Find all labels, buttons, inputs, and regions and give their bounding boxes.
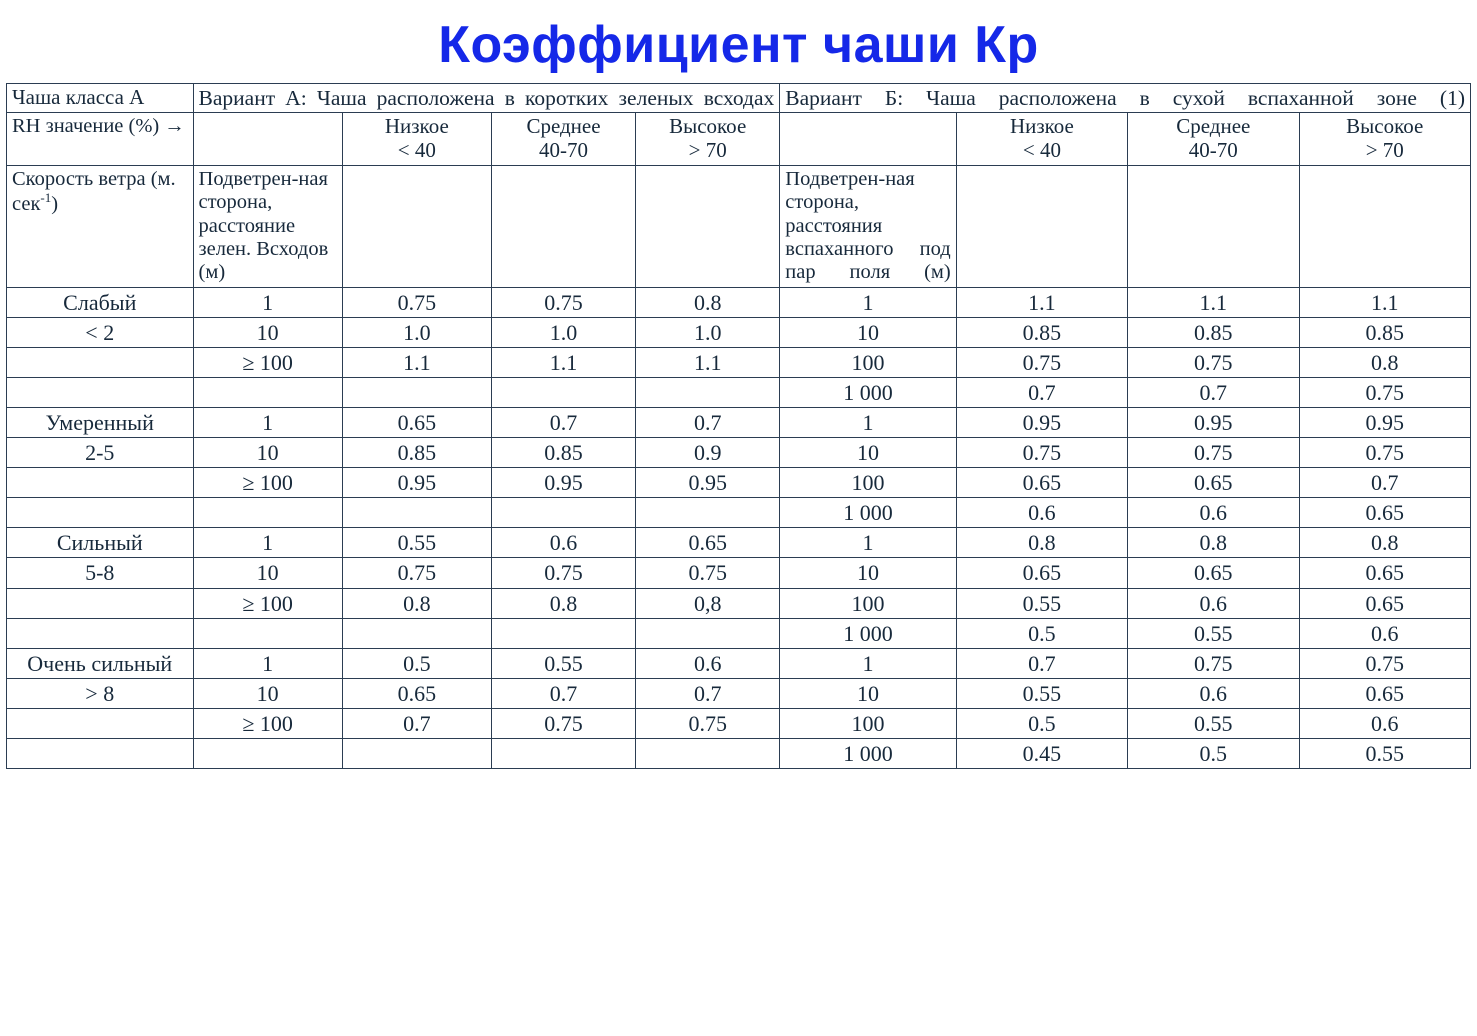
- wind-class-label-cell: [7, 738, 194, 768]
- rh-class-b-medium: Среднее 40-70: [1128, 113, 1299, 166]
- distance-b-value-cell: 10: [780, 558, 956, 588]
- kp-value-variant-b: 0.5: [1128, 738, 1299, 768]
- table-row: [7, 378, 1471, 408]
- distance-b-value-cell: 10: [780, 438, 956, 468]
- table-row: [7, 648, 1471, 678]
- kp-value-variant-b: 1.1: [1128, 287, 1299, 317]
- desc-blank-b2: [1128, 165, 1299, 287]
- rh-class-b-low: Низкое < 40: [956, 113, 1127, 166]
- kp-value-variant-a: 1.0: [342, 317, 491, 347]
- distance-b-value-cell: 10: [780, 317, 956, 347]
- variant-b-header-cell: Вариант Б: Чаша расположена в сухой вспаханной зоне (1): [780, 83, 1471, 113]
- kp-value-variant-b: 0.55: [1299, 738, 1471, 768]
- kp-value-variant-a: 0.7: [342, 708, 491, 738]
- kp-value-variant-b: 0.55: [956, 588, 1127, 618]
- distance-b-value-cell: 100: [780, 347, 956, 377]
- table-row: [7, 317, 1471, 347]
- kp-value-variant-a: 0.75: [491, 558, 635, 588]
- kp-value-variant-b: 1.1: [1299, 287, 1471, 317]
- wind-class-label-cell: [7, 347, 194, 377]
- kp-value-variant-a: [491, 618, 635, 648]
- wind-class-label-cell: [7, 708, 194, 738]
- kp-value-variant-a: [636, 618, 780, 648]
- table-row: [7, 588, 1471, 618]
- distance-a-value-cell: [193, 378, 342, 408]
- kp-value-variant-b: 0.75: [956, 347, 1127, 377]
- table-row: [7, 678, 1471, 708]
- corner-label-cell: Чаша класса А: [7, 83, 194, 113]
- kp-value-variant-a: [491, 738, 635, 768]
- kp-value-variant-b: 0.6: [1128, 498, 1299, 528]
- kp-value-variant-a: 0.7: [636, 408, 780, 438]
- distance-a-value-cell: [193, 738, 342, 768]
- rh-blank-b: [780, 113, 956, 166]
- kp-value-variant-b: 0.55: [1128, 618, 1299, 648]
- page-title: Коэффициент чаши Кр: [438, 16, 1039, 74]
- kp-value-variant-b: 0.8: [1299, 347, 1471, 377]
- wind-class-label-cell: [7, 618, 194, 648]
- rh-class-a-high: Высокое > 70: [636, 113, 780, 166]
- desc-blank-b3: [1299, 165, 1471, 287]
- kp-value-variant-a: 0.65: [636, 528, 780, 558]
- kp-value-variant-a: 0.9: [636, 438, 780, 468]
- table-container: [0, 83, 1477, 769]
- wind-class-label-cell: [7, 498, 194, 528]
- distance-a-value-cell: 10: [193, 317, 342, 347]
- kp-value-variant-b: 0.65: [1299, 588, 1471, 618]
- table-row: [7, 438, 1471, 468]
- distance-a-value-cell: 10: [193, 678, 342, 708]
- distance-a-value-cell: [193, 498, 342, 528]
- rh-class-b-high: Высокое > 70: [1299, 113, 1471, 166]
- kp-value-variant-a: 0.75: [342, 558, 491, 588]
- wind-class-label-cell: Умеренный: [7, 408, 194, 438]
- distance-b-value-cell: 100: [780, 468, 956, 498]
- table-header-row-rh: [7, 113, 1471, 166]
- distance-a-value-cell: ≥ 100: [193, 347, 342, 377]
- distance-b-value-cell: 1: [780, 408, 956, 438]
- wind-class-label-cell: 2-5: [7, 438, 194, 468]
- rh-value-label-cell: RH значение (%) →: [7, 113, 194, 166]
- kp-value-variant-b: 0.6: [1299, 618, 1471, 648]
- kp-value-variant-b: 0.65: [1299, 678, 1471, 708]
- pan-coefficient-table: [6, 83, 1471, 769]
- kp-value-variant-a: 0.75: [636, 708, 780, 738]
- kp-value-variant-b: 0.6: [1128, 588, 1299, 618]
- table-row: [7, 618, 1471, 648]
- table-body: [7, 287, 1471, 768]
- kp-value-variant-a: 0.95: [636, 468, 780, 498]
- kp-value-variant-a: [636, 378, 780, 408]
- kp-value-variant-a: 0.7: [491, 408, 635, 438]
- kp-value-variant-a: [491, 498, 635, 528]
- kp-value-variant-a: [342, 378, 491, 408]
- distance-b-value-cell: 1 000: [780, 498, 956, 528]
- kp-value-variant-b: 0.65: [956, 558, 1127, 588]
- kp-value-variant-b: 0.5: [956, 618, 1127, 648]
- kp-value-variant-b: 0.75: [1128, 438, 1299, 468]
- kp-value-variant-b: 0.5: [956, 708, 1127, 738]
- kp-value-variant-b: 0.75: [1128, 347, 1299, 377]
- kp-value-variant-a: [491, 378, 635, 408]
- kp-value-variant-a: 1.0: [636, 317, 780, 347]
- rh-class-a-medium: Среднее 40-70: [491, 113, 635, 166]
- distance-a-value-cell: 1: [193, 287, 342, 317]
- kp-value-variant-a: [636, 738, 780, 768]
- desc-blank-a2: [491, 165, 635, 287]
- kp-value-variant-b: 0.7: [1299, 468, 1471, 498]
- kp-value-variant-b: 0.75: [1299, 648, 1471, 678]
- kp-value-variant-a: 0.75: [636, 558, 780, 588]
- desc-blank-b1: [956, 165, 1127, 287]
- kp-value-variant-b: 0.75: [1128, 648, 1299, 678]
- kp-value-variant-b: 0.8: [1299, 528, 1471, 558]
- kp-value-variant-b: 0.85: [956, 317, 1127, 347]
- kp-value-variant-b: 0.55: [1128, 708, 1299, 738]
- kp-value-variant-a: 0.75: [342, 287, 491, 317]
- kp-value-variant-a: 0.8: [342, 588, 491, 618]
- kp-value-variant-b: 0.7: [956, 648, 1127, 678]
- kp-value-variant-a: 0,8: [636, 588, 780, 618]
- kp-value-variant-b: 0.75: [1299, 438, 1471, 468]
- kp-value-variant-b: 0.95: [1128, 408, 1299, 438]
- kp-value-variant-a: 0.8: [491, 588, 635, 618]
- distance-b-value-cell: 1 000: [780, 618, 956, 648]
- wind-class-label-cell: [7, 468, 194, 498]
- wind-class-label-cell: Сильный: [7, 528, 194, 558]
- kp-value-variant-a: 1.1: [342, 347, 491, 377]
- kp-value-variant-b: 0.65: [1128, 558, 1299, 588]
- variant-a-header-cell: Вариант А: Чаша расположена в коротких зеленых всходах: [193, 83, 780, 113]
- kp-value-variant-a: 0.7: [636, 678, 780, 708]
- kp-value-variant-b: 0.6: [956, 498, 1127, 528]
- wind-class-label-cell: 5-8: [7, 558, 194, 588]
- kp-value-variant-b: 0.7: [956, 378, 1127, 408]
- distance-b-value-cell: 1: [780, 287, 956, 317]
- kp-value-variant-b: 0.75: [956, 438, 1127, 468]
- table-row: [7, 408, 1471, 438]
- kp-value-variant-a: [636, 498, 780, 528]
- distance-a-value-cell: ≥ 100: [193, 468, 342, 498]
- table-row: [7, 558, 1471, 588]
- kp-value-variant-a: 0.65: [342, 678, 491, 708]
- kp-value-variant-a: [342, 738, 491, 768]
- kp-value-variant-a: 0.75: [491, 287, 635, 317]
- distance-b-value-cell: 100: [780, 588, 956, 618]
- kp-value-variant-a: 1.1: [491, 347, 635, 377]
- kp-value-variant-a: 0.7: [491, 678, 635, 708]
- kp-value-variant-b: 0.65: [1299, 558, 1471, 588]
- wind-class-label-cell: Очень сильный: [7, 648, 194, 678]
- kp-value-variant-b: 0.55: [956, 678, 1127, 708]
- kp-value-variant-b: 0.65: [956, 468, 1127, 498]
- kp-value-variant-b: 0.45: [956, 738, 1127, 768]
- table-row: [7, 468, 1471, 498]
- kp-value-variant-a: 0.85: [342, 438, 491, 468]
- description-row: [7, 165, 1471, 287]
- distance-b-value-cell: 100: [780, 708, 956, 738]
- table-row: [7, 528, 1471, 558]
- desc-blank-a3: [636, 165, 780, 287]
- distance-a-value-cell: [193, 618, 342, 648]
- table-header-row-variants: [7, 83, 1471, 113]
- distance-b-label-cell: Подветрен-ная сторона, расстояния вспаханного под пар поля (м): [780, 165, 956, 287]
- distance-a-value-cell: ≥ 100: [193, 588, 342, 618]
- table-row: [7, 708, 1471, 738]
- kp-value-variant-b: 0.95: [956, 408, 1127, 438]
- kp-value-variant-a: 0.95: [342, 468, 491, 498]
- kp-value-variant-a: 0.65: [342, 408, 491, 438]
- distance-b-value-cell: 1 000: [780, 738, 956, 768]
- kp-value-variant-b: 0.75: [1299, 378, 1471, 408]
- kp-value-variant-b: 0.7: [1128, 378, 1299, 408]
- table-row: [7, 498, 1471, 528]
- kp-value-variant-b: 0.95: [1299, 408, 1471, 438]
- distance-b-value-cell: 1: [780, 528, 956, 558]
- desc-blank-a1: [342, 165, 491, 287]
- distance-a-label-cell: Подветрен-ная сторона, расстояние зелен. Всходов (м): [193, 165, 342, 287]
- kp-value-variant-a: 0.6: [491, 528, 635, 558]
- kp-value-variant-b: 0.65: [1128, 468, 1299, 498]
- wind-class-label-cell: [7, 378, 194, 408]
- table-row: [7, 738, 1471, 768]
- wind-speed-label-cell: Скорость ветра (м. сек$^{-1}$): [7, 165, 194, 287]
- kp-value-variant-b: 1.1: [956, 287, 1127, 317]
- wind-unit-exponent: -1: [40, 190, 52, 206]
- distance-a-value-cell: ≥ 100: [193, 708, 342, 738]
- kp-value-variant-b: 0.65: [1299, 498, 1471, 528]
- wind-class-label-cell: < 2: [7, 317, 194, 347]
- kp-value-variant-a: 0.95: [491, 468, 635, 498]
- distance-b-value-cell: 10: [780, 678, 956, 708]
- wind-class-label-cell: [7, 588, 194, 618]
- table-row: [7, 287, 1471, 317]
- distance-b-value-cell: 1: [780, 648, 956, 678]
- kp-value-variant-a: 0.5: [342, 648, 491, 678]
- distance-a-value-cell: 1: [193, 408, 342, 438]
- kp-value-variant-b: 0.8: [1128, 528, 1299, 558]
- table-row: [7, 347, 1471, 377]
- kp-value-variant-b: 0.6: [1128, 678, 1299, 708]
- kp-value-variant-a: 0.55: [342, 528, 491, 558]
- distance-a-value-cell: 10: [193, 438, 342, 468]
- distance-a-value-cell: 1: [193, 648, 342, 678]
- document-page: [0, 18, 1477, 1036]
- kp-value-variant-a: 1.0: [491, 317, 635, 347]
- kp-value-variant-b: 0.6: [1299, 708, 1471, 738]
- wind-class-label-cell: Слабый: [7, 287, 194, 317]
- kp-value-variant-a: 0.75: [491, 708, 635, 738]
- rh-class-a-low: Низкое < 40: [342, 113, 491, 166]
- kp-value-variant-b: 0.85: [1128, 317, 1299, 347]
- distance-a-value-cell: 1: [193, 528, 342, 558]
- kp-value-variant-a: [342, 498, 491, 528]
- wind-class-label-cell: > 8: [7, 678, 194, 708]
- kp-value-variant-a: 0.85: [491, 438, 635, 468]
- kp-value-variant-a: 0.6: [636, 648, 780, 678]
- kp-value-variant-a: 1.1: [636, 347, 780, 377]
- kp-value-variant-a: 0.8: [636, 287, 780, 317]
- rh-blank-a: [193, 113, 342, 166]
- kp-value-variant-b: 0.8: [956, 528, 1127, 558]
- kp-value-variant-a: 0.55: [491, 648, 635, 678]
- kp-value-variant-b: 0.85: [1299, 317, 1471, 347]
- distance-b-value-cell: 1 000: [780, 378, 956, 408]
- distance-a-value-cell: 10: [193, 558, 342, 588]
- kp-value-variant-a: [342, 618, 491, 648]
